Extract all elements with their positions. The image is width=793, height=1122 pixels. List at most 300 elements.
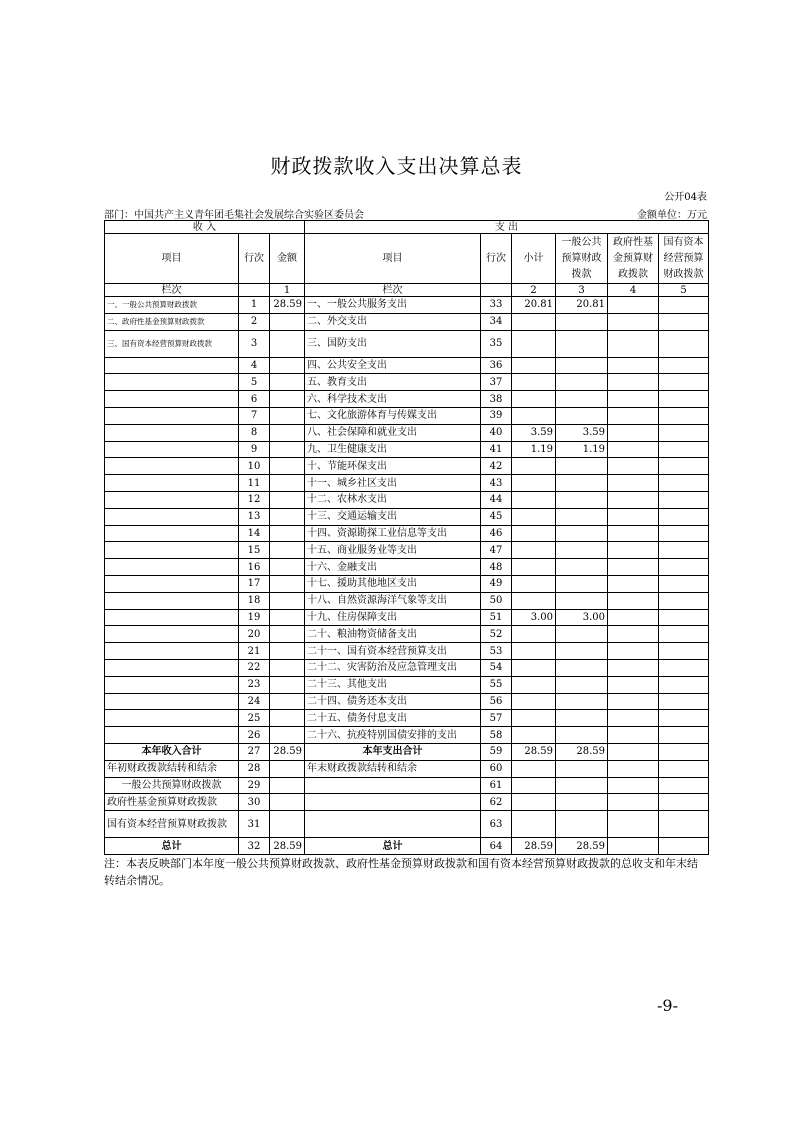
expense-line-no: 52 (481, 626, 512, 643)
income-item (105, 676, 239, 693)
expense-item: 二十、粮油物资储备支出 (305, 626, 481, 643)
expense-general-budget (556, 458, 608, 475)
income-item (105, 559, 239, 576)
income-item (105, 374, 239, 391)
expense-gov-fund (608, 838, 659, 855)
subtotal-header: 小计 (512, 234, 556, 284)
table-row (105, 357, 709, 374)
expense-gov-fund (608, 424, 659, 441)
expense-gov-fund (608, 330, 659, 357)
income-item: 三、国有资本经营预算财政拨款 (105, 330, 239, 357)
table-row (105, 777, 709, 794)
income-item (105, 659, 239, 676)
expense-gov-fund (608, 575, 659, 592)
income-line-no: 27 (239, 743, 270, 760)
income-amount (270, 441, 305, 458)
expense-line-no: 50 (481, 592, 512, 609)
expense-subtotal: 28.59 (512, 838, 556, 855)
income-item: 政府性基金预算财政拨款 (105, 794, 239, 811)
expense-general-budget (556, 811, 608, 838)
income-line-no: 11 (239, 475, 270, 492)
expense-line-no: 34 (481, 313, 512, 330)
income-amount (270, 525, 305, 542)
table-row (105, 643, 709, 660)
income-amount (270, 424, 305, 441)
footnote: 注：本表反映部门本年度一般公共预算财政拨款、政府性基金预算财政拨款和国有资本经营预算财政拨款的总收支和年末结转结余情况。 (104, 857, 698, 887)
expense-state-capital (659, 357, 709, 374)
income-amount (270, 458, 305, 475)
expense-state-capital (659, 659, 709, 676)
table-row (105, 374, 709, 391)
table-row (105, 441, 709, 458)
income-line-no: 8 (239, 424, 270, 441)
expense-gov-fund (608, 727, 659, 744)
income-amount (270, 710, 305, 727)
income-amount (270, 391, 305, 408)
expense-subtotal (512, 592, 556, 609)
page-number: -9- (657, 996, 678, 1015)
income-item: 二、政府性基金预算财政拨款 (105, 313, 239, 330)
expense-state-capital (659, 525, 709, 542)
expense-line-header: 行次 (481, 234, 512, 284)
expense-subtotal: 3.59 (512, 424, 556, 441)
income-line-no: 23 (239, 676, 270, 693)
expense-item: 十九、住房保障支出 (305, 609, 481, 626)
expense-gov-fund (608, 743, 659, 760)
income-item (105, 727, 239, 744)
expense-line-no: 51 (481, 609, 512, 626)
expense-item-header: 项目 (305, 234, 481, 284)
expense-subtotal (512, 330, 556, 357)
expense-subtotal: 1.19 (512, 441, 556, 458)
expense-gov-fund (608, 508, 659, 525)
expense-line-no: 56 (481, 693, 512, 710)
expense-subtotal: 3.00 (512, 609, 556, 626)
income-line-no: 13 (239, 508, 270, 525)
expense-general-budget (556, 626, 608, 643)
expense-subtotal (512, 643, 556, 660)
expense-column-index-label: 栏次 (305, 284, 481, 297)
expense-header: 支 出 (305, 221, 709, 234)
income-item (105, 357, 239, 374)
income-line-no: 21 (239, 643, 270, 660)
expense-state-capital (659, 391, 709, 408)
income-line-no: 6 (239, 391, 270, 408)
income-line-no: 12 (239, 491, 270, 508)
income-amount-header: 金额 (270, 234, 305, 284)
expense-line-no: 64 (481, 838, 512, 855)
expense-gov-fund (608, 374, 659, 391)
table-row (105, 391, 709, 408)
income-line-no: 7 (239, 407, 270, 424)
expense-line-no: 45 (481, 508, 512, 525)
expense-state-capital (659, 743, 709, 760)
expense-general-budget (556, 542, 608, 559)
expense-general-budget (556, 559, 608, 576)
income-amount (270, 559, 305, 576)
income-header: 收 入 (105, 221, 305, 234)
table-row (105, 609, 709, 626)
income-amount (270, 357, 305, 374)
table-row (105, 313, 709, 330)
income-amount (270, 676, 305, 693)
col-index-5: 5 (659, 284, 709, 297)
expense-general-budget (556, 760, 608, 777)
expense-subtotal (512, 794, 556, 811)
expense-gov-fund (608, 297, 659, 314)
col-index-3: 3 (556, 284, 608, 297)
expense-state-capital (659, 374, 709, 391)
expense-general-budget (556, 330, 608, 357)
income-amount: 28.59 (270, 838, 305, 855)
income-item (105, 710, 239, 727)
income-line-no: 20 (239, 626, 270, 643)
expense-subtotal (512, 559, 556, 576)
income-line-no: 26 (239, 727, 270, 744)
income-item (105, 609, 239, 626)
expense-subtotal (512, 626, 556, 643)
table-row (105, 727, 709, 744)
table-row (105, 811, 709, 838)
expense-general-budget (556, 575, 608, 592)
expense-subtotal (512, 374, 556, 391)
expense-item: 十、节能环保支出 (305, 458, 481, 475)
expense-item: 七、文化旅游体育与传媒支出 (305, 407, 481, 424)
income-item (105, 575, 239, 592)
expense-line-no: 46 (481, 525, 512, 542)
income-amount: 28.59 (270, 297, 305, 314)
expense-line-no: 63 (481, 811, 512, 838)
income-line-no: 29 (239, 777, 270, 794)
col-index-2: 2 (512, 284, 556, 297)
expense-state-capital (659, 760, 709, 777)
expense-line-no: 40 (481, 424, 512, 441)
income-item: 总计 (105, 838, 239, 855)
table-row (105, 475, 709, 492)
expense-subtotal (512, 777, 556, 794)
expense-gov-fund (608, 441, 659, 458)
expense-general-budget (556, 313, 608, 330)
form-number: 公开04表 (664, 192, 707, 203)
expense-item: 二、外交支出 (305, 313, 481, 330)
table-row (105, 424, 709, 441)
expense-item: 一、一般公共服务支出 (305, 297, 481, 314)
income-amount (270, 626, 305, 643)
expense-item: 九、卫生健康支出 (305, 441, 481, 458)
expense-item: 本年支出合计 (305, 743, 481, 760)
expense-state-capital (659, 794, 709, 811)
expense-line-no: 49 (481, 575, 512, 592)
table-row (105, 659, 709, 676)
expense-general-budget (556, 777, 608, 794)
income-line-no: 25 (239, 710, 270, 727)
table-row (105, 525, 709, 542)
expense-subtotal (512, 542, 556, 559)
expense-line-no: 41 (481, 441, 512, 458)
col-index-4: 4 (608, 284, 659, 297)
expense-general-budget: 28.59 (556, 743, 608, 760)
expense-subtotal (512, 659, 556, 676)
income-line-no: 14 (239, 525, 270, 542)
expense-state-capital (659, 643, 709, 660)
expense-subtotal (512, 491, 556, 508)
table-row (105, 676, 709, 693)
expense-state-capital (659, 777, 709, 794)
income-item (105, 458, 239, 475)
expense-subtotal (512, 407, 556, 424)
expense-item: 八、社会保障和就业支出 (305, 424, 481, 441)
expense-line-no: 39 (481, 407, 512, 424)
income-line-no: 1 (239, 297, 270, 314)
expense-general-budget (556, 693, 608, 710)
expense-state-capital (659, 542, 709, 559)
income-item (105, 626, 239, 643)
income-line-header: 行次 (239, 234, 270, 284)
expense-general-budget: 3.00 (556, 609, 608, 626)
expense-item (305, 811, 481, 838)
income-amount (270, 374, 305, 391)
expense-item: 二十五、债务付息支出 (305, 710, 481, 727)
table-row (105, 407, 709, 424)
expense-item: 十五、商业服务业等支出 (305, 542, 481, 559)
income-line-no: 22 (239, 659, 270, 676)
expense-line-no: 61 (481, 777, 512, 794)
income-item (105, 391, 239, 408)
expense-line-no: 55 (481, 676, 512, 693)
expense-line-no: 54 (481, 659, 512, 676)
expense-state-capital (659, 297, 709, 314)
income-item: 一般公共预算财政拨款 (105, 777, 239, 794)
expense-line-no: 47 (481, 542, 512, 559)
income-amount (270, 811, 305, 838)
expense-line-no: 43 (481, 475, 512, 492)
table-row (105, 458, 709, 475)
expense-line-no: 60 (481, 760, 512, 777)
expense-item: 二十四、债务还本支出 (305, 693, 481, 710)
expense-item: 十三、交通运输支出 (305, 508, 481, 525)
table-row (105, 794, 709, 811)
expense-gov-fund (608, 609, 659, 626)
column-index-row (105, 284, 709, 297)
expense-subtotal: 20.81 (512, 297, 556, 314)
expense-general-budget (556, 643, 608, 660)
expense-subtotal (512, 710, 556, 727)
expense-gov-fund (608, 313, 659, 330)
expense-general-budget (556, 374, 608, 391)
expense-item: 四、公共安全支出 (305, 357, 481, 374)
income-line-no: 19 (239, 609, 270, 626)
expense-state-capital (659, 676, 709, 693)
expense-line-no: 35 (481, 330, 512, 357)
income-amount (270, 794, 305, 811)
expense-item: 十八、自然资源海洋气象等支出 (305, 592, 481, 609)
income-line-no: 18 (239, 592, 270, 609)
expense-item (305, 794, 481, 811)
income-column-index-label: 栏次 (105, 284, 239, 297)
income-amount (270, 313, 305, 330)
expense-item: 二十一、国有资本经营预算支出 (305, 643, 481, 660)
table-row (105, 491, 709, 508)
expense-subtotal (512, 508, 556, 525)
income-amount (270, 542, 305, 559)
unit-label: 金额单位：万元 (637, 210, 707, 221)
expense-subtotal (512, 458, 556, 475)
table-row (105, 626, 709, 643)
expense-subtotal (512, 693, 556, 710)
table-row (105, 575, 709, 592)
income-item (105, 525, 239, 542)
table-row (105, 760, 709, 777)
expense-subtotal (512, 391, 556, 408)
expense-gov-fund (608, 475, 659, 492)
expense-state-capital (659, 508, 709, 525)
income-item (105, 475, 239, 492)
expense-general-budget (556, 391, 608, 408)
expense-item: 二十三、其他支出 (305, 676, 481, 693)
expense-state-capital (659, 811, 709, 838)
income-item: 年初财政拨款结转和结余 (105, 760, 239, 777)
expense-state-capital (659, 475, 709, 492)
income-line-no: 24 (239, 693, 270, 710)
expense-item: 十二、农林水支出 (305, 491, 481, 508)
expense-general-budget (556, 475, 608, 492)
income-item: 一、一般公共预算财政拨款 (105, 297, 239, 314)
income-amount (270, 491, 305, 508)
expense-state-capital (659, 727, 709, 744)
expense-line-no: 38 (481, 391, 512, 408)
table-row (105, 693, 709, 710)
income-line-no: 31 (239, 811, 270, 838)
gov-fund-header: 政府性基金预算财政拨款 (608, 234, 659, 284)
expense-gov-fund (608, 407, 659, 424)
expense-state-capital (659, 838, 709, 855)
income-item (105, 643, 239, 660)
expense-gov-fund (608, 592, 659, 609)
table-row (105, 542, 709, 559)
table-row (105, 592, 709, 609)
expense-gov-fund (608, 391, 659, 408)
budget-table (104, 220, 709, 855)
income-item (105, 424, 239, 441)
expense-item: 十一、城乡社区支出 (305, 475, 481, 492)
expense-general-budget (556, 659, 608, 676)
expense-item: 十七、援助其他地区支出 (305, 575, 481, 592)
expense-general-budget: 3.59 (556, 424, 608, 441)
general-budget-header: 一般公共预算财政拨款 (556, 234, 608, 284)
income-item-header: 项目 (105, 234, 239, 284)
expense-line-no: 44 (481, 491, 512, 508)
expense-item: 二十二、灾害防治及应急管理支出 (305, 659, 481, 676)
expense-subtotal (512, 760, 556, 777)
expense-gov-fund (608, 559, 659, 576)
income-line-no: 5 (239, 374, 270, 391)
expense-line-no: 36 (481, 357, 512, 374)
expense-general-budget (556, 592, 608, 609)
expense-line-no: 37 (481, 374, 512, 391)
department-label: 部门：中国共产主义青年团毛集社会发展综合实验区委员会 (104, 210, 364, 221)
expense-gov-fund (608, 458, 659, 475)
expense-gov-fund (608, 643, 659, 660)
expense-state-capital (659, 313, 709, 330)
income-item: 本年收入合计 (105, 743, 239, 760)
expense-gov-fund (608, 777, 659, 794)
year-total-row (105, 743, 709, 760)
expense-gov-fund (608, 626, 659, 643)
table-row (105, 559, 709, 576)
expense-general-budget (556, 491, 608, 508)
expense-general-budget (556, 407, 608, 424)
income-line-no: 9 (239, 441, 270, 458)
expense-item: 十六、金融支出 (305, 559, 481, 576)
income-line-no: 28 (239, 760, 270, 777)
income-line-no: 2 (239, 313, 270, 330)
income-amount (270, 760, 305, 777)
expense-state-capital (659, 710, 709, 727)
expense-line-no: 53 (481, 643, 512, 660)
income-line-no: 17 (239, 575, 270, 592)
expense-gov-fund (608, 794, 659, 811)
expense-state-capital (659, 424, 709, 441)
expense-state-capital (659, 407, 709, 424)
income-amount (270, 609, 305, 626)
expense-general-budget: 1.19 (556, 441, 608, 458)
income-item (105, 542, 239, 559)
expense-state-capital (659, 693, 709, 710)
expense-subtotal (512, 811, 556, 838)
income-amount (270, 727, 305, 744)
expense-gov-fund (608, 491, 659, 508)
expense-state-capital (659, 441, 709, 458)
expense-subtotal: 28.59 (512, 743, 556, 760)
expense-state-capital (659, 575, 709, 592)
expense-general-budget (556, 508, 608, 525)
column-header-row (105, 234, 709, 284)
expense-subtotal (512, 357, 556, 374)
expense-general-budget: 28.59 (556, 838, 608, 855)
expense-general-budget: 20.81 (556, 297, 608, 314)
expense-item: 总计 (305, 838, 481, 855)
state-capital-header: 国有资本经营预算财政拨款 (659, 234, 709, 284)
income-amount (270, 659, 305, 676)
expense-gov-fund (608, 542, 659, 559)
expense-line-no: 42 (481, 458, 512, 475)
expense-general-budget (556, 727, 608, 744)
expense-general-budget (556, 676, 608, 693)
expense-state-capital (659, 458, 709, 475)
expense-line-no: 58 (481, 727, 512, 744)
expense-subtotal (512, 676, 556, 693)
expense-line-no: 48 (481, 559, 512, 576)
table-row (105, 508, 709, 525)
expense-general-budget (556, 710, 608, 727)
income-line-no: 32 (239, 838, 270, 855)
expense-line-no: 33 (481, 297, 512, 314)
income-amount: 28.59 (270, 743, 305, 760)
income-item (105, 693, 239, 710)
expense-subtotal (512, 575, 556, 592)
expense-gov-fund (608, 710, 659, 727)
expense-state-capital (659, 330, 709, 357)
income-amount (270, 693, 305, 710)
section-header-row (105, 221, 709, 234)
income-amount (270, 575, 305, 592)
income-item (105, 407, 239, 424)
income-amount (270, 407, 305, 424)
table-row (105, 710, 709, 727)
income-line-no: 16 (239, 559, 270, 576)
expense-state-capital (659, 592, 709, 609)
expense-gov-fund (608, 357, 659, 374)
